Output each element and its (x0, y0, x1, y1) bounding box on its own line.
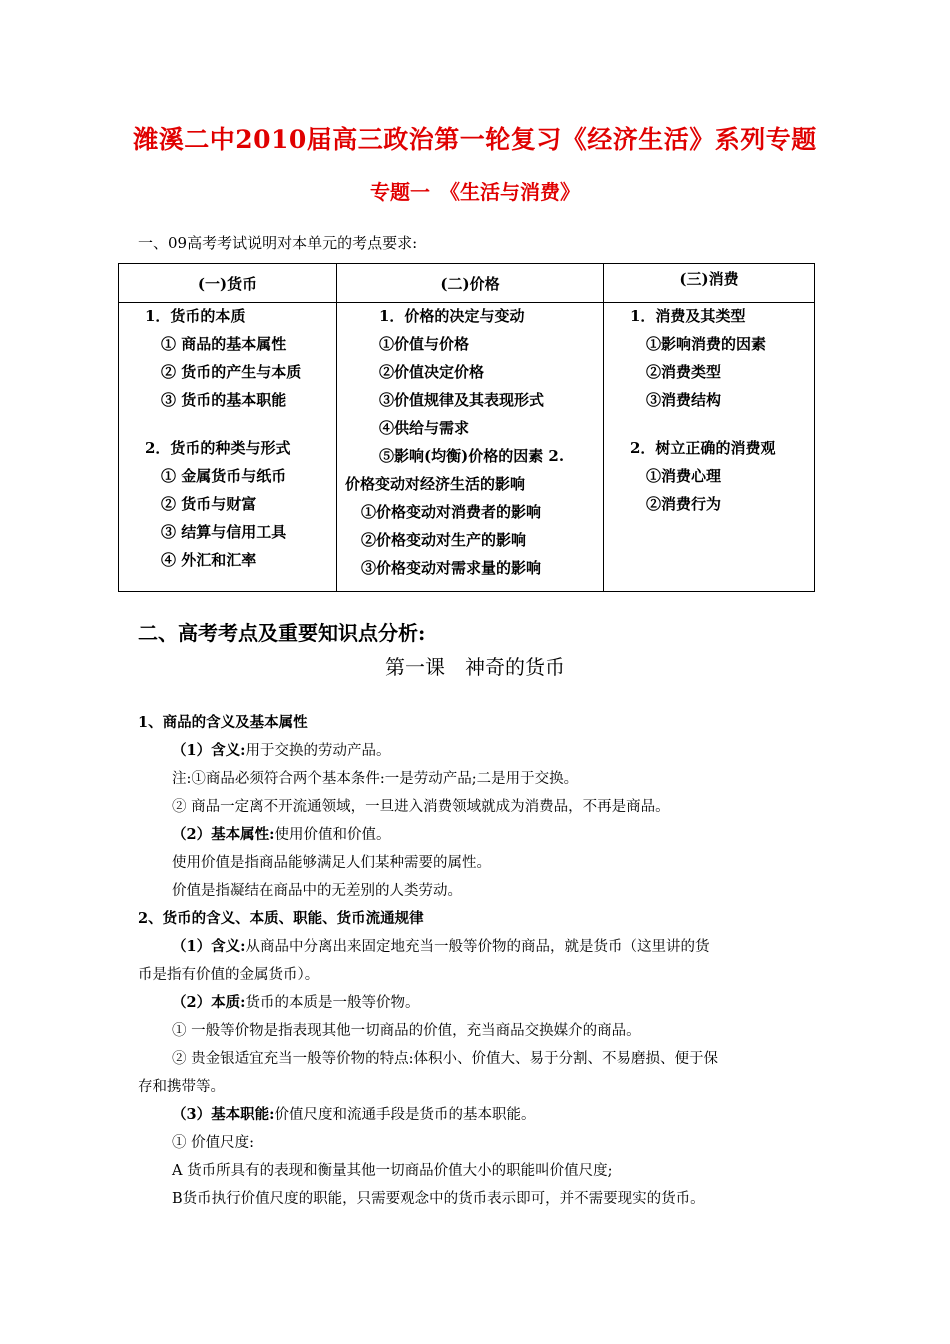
paragraph-label: （2）基本属性: (172, 826, 275, 843)
paragraph: 注:①商品必须符合两个基本条件:一是劳动产品;二是用于交换。 (172, 771, 579, 787)
list-item: ①价值与价格 (379, 335, 470, 353)
paragraph (172, 1103, 535, 1124)
paragraph-label: （1）含义: (172, 742, 246, 759)
paragraph: 使用价值是指商品能够满足人们某种需要的属性。 (172, 855, 491, 871)
paragraph: B货币执行价值尺度的职能，只需要观念中的货币表示即可，并不需要现实的货币。 (172, 1191, 705, 1207)
list-item: ②价格变动对生产的影响 (361, 531, 527, 549)
list-item: ⑤影响(均衡)价格的因素 2. (379, 447, 565, 465)
paragraph: 存和携带等。 (138, 1079, 225, 1095)
list-item: 1．货币的本质 (145, 307, 246, 325)
paragraph: 价值是指凝结在商品中的无差别的人类劳动。 (172, 883, 462, 899)
list-item: ①价格变动对消费者的影响 (361, 503, 542, 521)
cell-price (337, 303, 604, 592)
list-item: ① 商品的基本属性 (161, 335, 287, 353)
paragraph: 币是指有价值的金属货币）。 (138, 967, 320, 983)
cell-consumption (604, 303, 815, 592)
paragraph: ① 价值尺度: (172, 1135, 254, 1151)
paragraph-label: （1）含义: (172, 938, 246, 955)
requirements-table (118, 263, 815, 592)
header-consumption: (三)消费 (604, 264, 815, 303)
list-item: ③消费结构 (646, 391, 722, 409)
list-item: ②价值决定价格 (379, 363, 485, 381)
list-item: 1．消费及其类型 (630, 307, 746, 325)
paragraph (172, 739, 390, 760)
paragraph-text: 用于交换的劳动产品。 (245, 743, 391, 759)
paragraph: ① 一般等价物是指表现其他一切商品的价值，充当商品交换媒介的商品。 (172, 1023, 641, 1039)
paragraph: ② 贵金银适宜充当一般等价物的特点:体积小、价值大、易于分割、不易磨损、便于保 (172, 1051, 718, 1067)
list-item: ④ 外汇和汇率 (161, 551, 257, 569)
list-item: 2．树立正确的消费观 (630, 439, 776, 457)
document-title: 潍溪二中2010届高三政治第一轮复习《经济生活》系列专题 (133, 125, 817, 154)
list-item: ③ 结算与信用工具 (161, 523, 287, 541)
paragraph-label: （2）本质: (172, 994, 246, 1011)
header-money: (一)货币 (119, 264, 337, 303)
list-item: ① 金属货币与纸币 (161, 467, 287, 485)
table-content-row (119, 303, 815, 592)
list-item: ③ 货币的基本职能 (161, 391, 287, 409)
list-item: 价格变动对经济生活的影响 (345, 475, 526, 493)
lesson-title: 第一课 神奇的货币 (385, 655, 565, 679)
section-1-title: 1、商品的含义及基本属性 (138, 714, 308, 731)
list-item: 1．价格的决定与变动 (379, 307, 525, 325)
cell-money (119, 303, 337, 592)
paragraph (172, 823, 390, 844)
paragraph: ② 商品一定离不开流通领域，一旦进入消费领域就成为消费品，不再是商品。 (172, 799, 670, 815)
document-subtitle: 专题一 《生活与消费》 (370, 180, 580, 204)
list-item: ② 货币与财富 (161, 495, 257, 513)
list-item: ② 货币的产生与本质 (161, 363, 302, 381)
section-2-title: 2、货币的含义、本质、职能、货币流通规律 (138, 910, 424, 927)
paragraph-label: （3）基本职能: (172, 1106, 275, 1123)
list-item: ③价格变动对需求量的影响 (361, 559, 542, 577)
list-item: ④供给与需求 (379, 419, 470, 437)
list-item: ②消费行为 (646, 495, 722, 513)
header-price: (二)价格 (337, 264, 604, 303)
list-item: 2．货币的种类与形式 (145, 439, 291, 457)
paragraph-text: 使用价值和价值。 (274, 827, 391, 843)
list-item: ①影响消费的因素 (646, 335, 767, 353)
list-item: ③价值规律及其表现形式 (379, 391, 545, 409)
paragraph (172, 935, 709, 956)
paragraph-text: 从商品中分离出来固定地充当一般等价物的商品，就是货币（这里讲的货 (245, 939, 710, 955)
table-header-row (119, 264, 815, 303)
list-item: ①消费心理 (646, 467, 722, 485)
paragraph: A 货币所具有的表现和衡量其他一切商品价值大小的职能叫价值尺度; (172, 1163, 613, 1179)
section-heading: 二、高考考点及重要知识点分析: (138, 621, 426, 645)
paragraph-text: 价值尺度和流通手段是货币的基本职能。 (274, 1107, 536, 1123)
list-item: ②消费类型 (646, 363, 722, 381)
paragraph-text: 货币的本质是一般等价物。 (245, 995, 420, 1011)
intro-text: 一、09高考考试说明对本单元的考点要求: (138, 234, 418, 252)
paragraph (172, 991, 419, 1012)
